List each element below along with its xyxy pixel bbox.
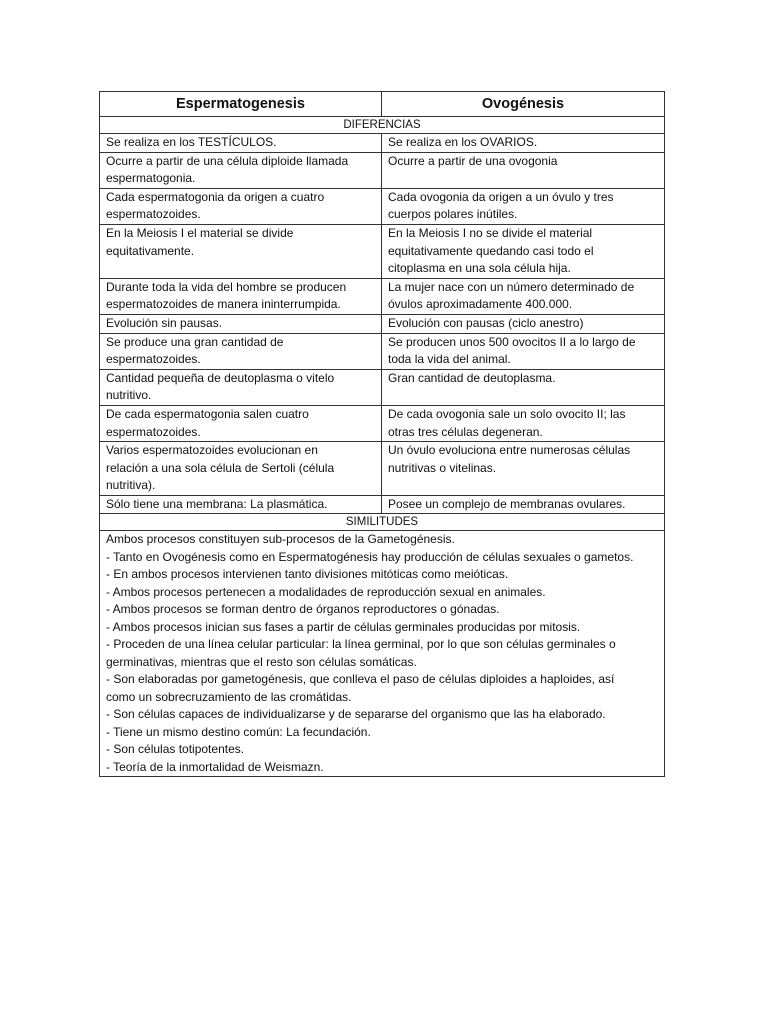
espermatogenesis-cell [100, 369, 382, 405]
cell-text-line: La mujer nace con un número determinado de [388, 279, 635, 294]
cell-text-line: espermatozoides. [106, 424, 201, 439]
cell-text-line: Durante toda la vida del hombre se producen [106, 279, 347, 294]
document-page [99, 91, 664, 777]
cell-text-line: Sólo tiene una membrana: La plasmática. [106, 496, 328, 511]
table-row [100, 405, 665, 441]
table-body [100, 117, 665, 777]
column-header-ovogenesis: Ovogénesis [382, 92, 665, 117]
differences-section-row [100, 117, 665, 134]
cell-text-line: Se realiza en los OVARIOS. [388, 135, 538, 149]
similarity-item: Ambos procesos constituyen sub-procesos de la Gametogénesis. [106, 532, 455, 547]
similarity-item: - Ambos procesos inician sus fases a partir de células germinales producidas por mitosis. [106, 619, 581, 634]
espermatogenesis-cell [100, 134, 382, 153]
cell-text-line: nutritivo. [106, 388, 152, 403]
table-row [100, 134, 665, 153]
cell-text-line: citoplasma en una sola célula hija. [388, 261, 571, 276]
table-row [100, 224, 665, 278]
cell-text-line: espermatozoides. [106, 352, 201, 367]
cell-text-line: Posee un complejo de membranas ovulares. [388, 496, 626, 511]
table-row [100, 333, 665, 369]
ovogenesis-cell [382, 152, 665, 188]
espermatogenesis-cell [100, 333, 382, 369]
similarity-item: - En ambos procesos intervienen tanto divisiones mitóticas como meióticas. [106, 567, 509, 582]
espermatogenesis-cell [100, 405, 382, 441]
ovogenesis-cell [382, 224, 665, 278]
cell-text-line: Se produce una gran cantidad de [106, 334, 284, 349]
table-row [100, 188, 665, 224]
table-row [100, 314, 665, 333]
ovogenesis-cell [382, 134, 665, 153]
column-header-espermatogenesis: Espermatogenesis [100, 92, 382, 117]
ovogenesis-cell [382, 314, 665, 333]
similarity-item: - Proceden de una línea celular particular: la línea germinal, por lo que son células germinales o [106, 637, 616, 652]
cell-text-line: En la Meiosis I no se divide el material [388, 225, 593, 240]
similarity-item: germinativas, mientras que el resto son células somáticas. [106, 654, 417, 669]
similarity-item: - Tiene un mismo destino común: La fecundación. [106, 724, 371, 739]
cell-text-line: toda la vida del animal. [388, 352, 511, 367]
cell-text-line: Evolución con pausas (ciclo anestro) [388, 315, 584, 330]
ovogenesis-cell [382, 278, 665, 314]
differences-heading: DIFERENCIAS [100, 117, 665, 134]
similarity-item: - Ambos procesos se forman dentro de órganos reproductores o gónadas. [106, 602, 500, 617]
cell-text-line: otras tres células degeneran. [388, 424, 543, 439]
similarities-section-row [100, 514, 665, 531]
ovogenesis-cell [382, 405, 665, 441]
cell-text-line: relación a una sola célula de Sertoli (célula [106, 460, 335, 475]
cell-text-line: Cantidad pequeña de deutoplasma o vitelo [106, 370, 335, 385]
ovogenesis-cell [382, 333, 665, 369]
cell-text-line: espermatogonia. [106, 171, 196, 186]
cell-text-line: Un óvulo evoluciona entre numerosas células [388, 443, 631, 458]
table-row [100, 278, 665, 314]
espermatogenesis-cell [100, 495, 382, 514]
table-row [100, 442, 665, 496]
similarity-item: - Teoría de la inmortalidad de Weismazn. [106, 759, 324, 774]
espermatogenesis-cell [100, 314, 382, 333]
similarity-item: - Tanto en Ovogénesis como en Espermatogénesis hay producción de células sexuales o gametos. [106, 549, 634, 564]
cell-text-line: Evolución sin pausas. [106, 315, 223, 330]
table-row [100, 369, 665, 405]
ovogenesis-cell [382, 188, 665, 224]
cell-text-line: De cada espermatogonia salen cuatro [106, 406, 309, 421]
similarity-item: - Son células capaces de individualizarse y de separarse del organismo que las ha elaborado. [106, 707, 606, 722]
espermatogenesis-cell [100, 224, 382, 278]
cell-text-line: espermatozoides. [106, 207, 201, 222]
similarity-item: como un sobrecruzamiento de las cromátidas. [106, 689, 352, 704]
similarities-row [100, 531, 665, 777]
cell-text-line: Gran cantidad de deutoplasma. [388, 370, 556, 385]
cell-text-line: Cada espermatogonia da origen a cuatro [106, 189, 325, 204]
cell-text-line: espermatozoides de manera ininterrumpida. [106, 297, 341, 312]
cell-text-line: De cada ovogonia sale un solo ovocito II; las [388, 406, 626, 421]
cell-text-line: Varios espermatozoides evolucionan en [106, 443, 318, 458]
espermatogenesis-cell [100, 152, 382, 188]
espermatogenesis-cell [100, 188, 382, 224]
cell-text-line: Se realiza en los TESTÍCULOS. [106, 135, 277, 149]
cell-text-line: Cada ovogonia da origen a un óvulo y tres [388, 189, 614, 204]
cell-text-line: equitativamente. [106, 243, 195, 258]
similarities-heading: SIMILITUDES [100, 514, 665, 531]
ovogenesis-cell [382, 442, 665, 496]
cell-text-line: Se producen unos 500 ovocitos II a lo largo de [388, 334, 636, 349]
similarity-item: - Son células totipotentes. [106, 742, 245, 757]
cell-text-line: cuerpos polares inútiles. [388, 207, 518, 222]
cell-text-line: óvulos aproximadamente 400.000. [388, 297, 573, 312]
cell-text-line: equitativamente quedando casi todo el [388, 243, 594, 258]
espermatogenesis-cell [100, 278, 382, 314]
cell-text-line: Ocurre a partir de una ovogonia [388, 153, 558, 168]
similarity-item: - Ambos procesos pertenecen a modalidades de reproducción sexual en animales. [106, 584, 546, 599]
cell-text-line: nutritiva). [106, 478, 156, 493]
table-header-row [100, 92, 665, 117]
cell-text-line: nutritivas o vitelinas. [388, 460, 497, 475]
cell-text-line: En la Meiosis I el material se divide [106, 225, 294, 240]
similarity-item: - Son elaboradas por gametogénesis, que conlleva el paso de células diploides a haploides, así [106, 672, 615, 687]
cell-text-line: Ocurre a partir de una célula diploide llamada [106, 153, 349, 168]
table-row [100, 152, 665, 188]
ovogenesis-cell [382, 369, 665, 405]
table-row [100, 495, 665, 514]
similarities-list [100, 531, 665, 777]
espermatogenesis-cell [100, 442, 382, 496]
comparison-table [99, 91, 665, 777]
ovogenesis-cell [382, 495, 665, 514]
